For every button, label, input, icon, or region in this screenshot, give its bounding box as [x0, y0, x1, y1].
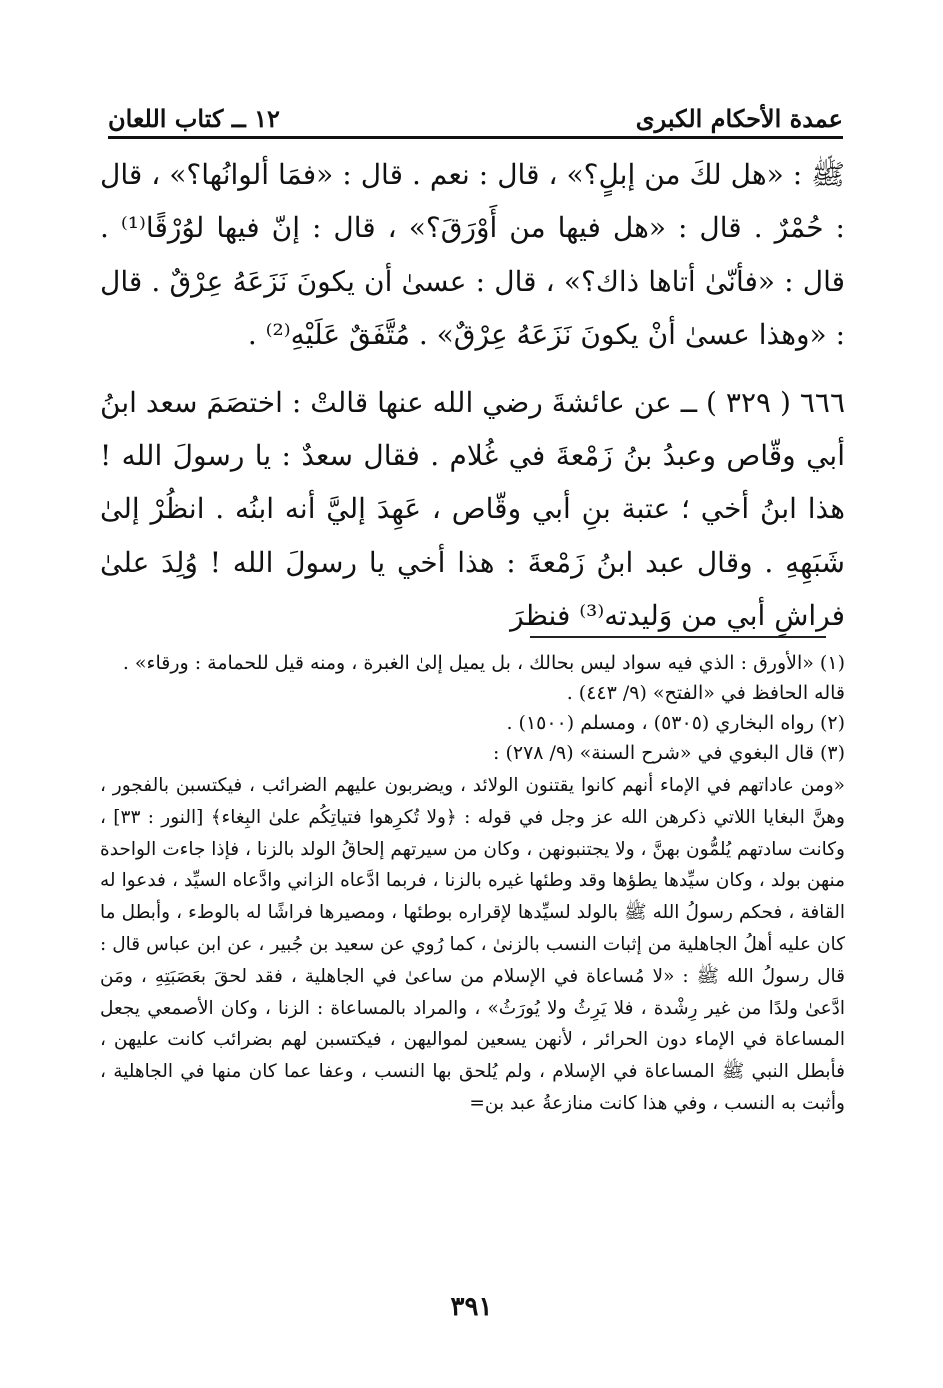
footnote-2: (٢) رواه البخاري (٥٣٠٥) ، ومسلم (١٥٠٠) .: [506, 712, 845, 734]
book-title: عمدة الأحكام الكبرى: [635, 104, 843, 133]
hadith-666: ٦٦٦ ( ٣٢٩ ) ــ عن عائشةَ رضي الله عنها قالتْ : اختصَمَ سعد ابنُ أبي وقّاص وعبدُ بنُ زَمْعةَ في غُلام . فقال سعدٌ : يا رسولَ الله ! هذا ابنُ أخي ؛ عتبة بنِ أبي وقّاص ، عَهِدَ إليَّ أنه ابنُه . انظُرْ إلىٰ شَبَهِهِ . وقال عبد ابنُ زَمْعةَ : هذا أخي يا رسولَ الله ! وُلِدَ علىٰ فراشِ أبي من وَليدته⁽³⁾ فنظرَ: [100, 385, 845, 633]
paragraph-gap: [100, 362, 845, 376]
chapter-title: ١٢ ــ كتاب اللعان: [108, 104, 280, 133]
footnote-rule: [530, 636, 826, 638]
page-number: ٣٩١: [450, 1292, 493, 1322]
footnote-3-quote: «ومن عاداتهم في الإماء أنهم كانوا يقتنون الولائد ، ويضربون عليهم الضرائب ، فيكتسبن بالفجور ، وهنَّ البغايا اللاتي ذكرهن الله عز وجل في قوله : ﴿ولا تُكرِهوا فتياتِكُم علىٰ البِغاء﴾ [النور : ٣٣] ، وكانت سادتهم يُلمُّون بهنَّ ، ولا يجتنبونهن ، وكان من سيرتهم إلحاقُ الولد بالزنا ، فإذا جاءت الواحدة منهن بولد ، وكان سيِّدها يطؤها وقد وطئها غيره بالزنا ، فربما ادَّعاه الزاني وادَّعاه السيِّد ، فدعوا له القافة ، فحكم رسولُ الله ﷺ بالولد لسيِّدها لإقراره بوطئها ، ومصيرها فراشًا له بالوطء ، وأبطل ما كان عليه أهلُ الجاهلية من إثبات النسب بالزنىٰ ، كما رُوي عن سعيد بن جُبير ، عن ابن عباس قال : قال رسولُ الله ﷺ : «لا مُساعاة في الإسلام من ساعىٰ في الجاهلية ، فقد لحقَ بعَصَبَتِهِ ، ومَن ادَّعىٰ ولدًا من غير رِشْدة ، فلا يَرِثُ ولا يُورَثُ» ، والمراد بالمساعاة : الزنا ، وكان الأصمعي يجعل المساعاة في الإماء دون الحرائر ، لأنهن يسعين لمواليهن ، فيكتسبن لهم بضرائب كانت عليهن ، فأبطل النبي ﷺ المساعاة في الإسلام ، ولم يُلحق بها النسب ، وعفا عما كان منها في الجاهلية ، وأثبت به النسب ، وفي هذا كانت منازعةُ عبد بن=: [100, 775, 845, 1114]
footnote-3-intro: (٣) قال البغوي في «شرح السنة» (٩/ ٢٧٨) :: [493, 742, 845, 764]
main-text: [100, 148, 845, 643]
header-rule: [108, 136, 843, 139]
footnotes: [100, 648, 845, 1120]
running-header: [108, 100, 843, 134]
hadith-continuation: ﷺ : «هل لكَ من إبلٍ؟» ، قال : نعم . قال : «فمَا ألوانُها؟» ، قال : حُمْرٌ . قال : «هل فيها من أَوْرَقَ؟» ، قال : إنّ فيها لوُرْقًا⁽¹⁾ . قال : «فأنّىٰ أتاها ذاك؟» ، قال : عسىٰ أن يكونَ نَزَعَهُ عِرْقٌ . قال : «وهذا عسىٰ أنْ يكونَ نَزَعَهُ عِرْقٌ» . مُتَّفَقٌ عَلَيْهِ⁽²⁾ .: [100, 158, 845, 352]
footnote-1: (١) «الأورق : الذي فيه سواد ليس بحالك ، بل يميل إلىٰ الغبرة ، ومنه قيل للحمامة : ورقاء» . قاله الحافظ في «الفتح» (٩/ ٤٤٣) .: [122, 652, 845, 704]
